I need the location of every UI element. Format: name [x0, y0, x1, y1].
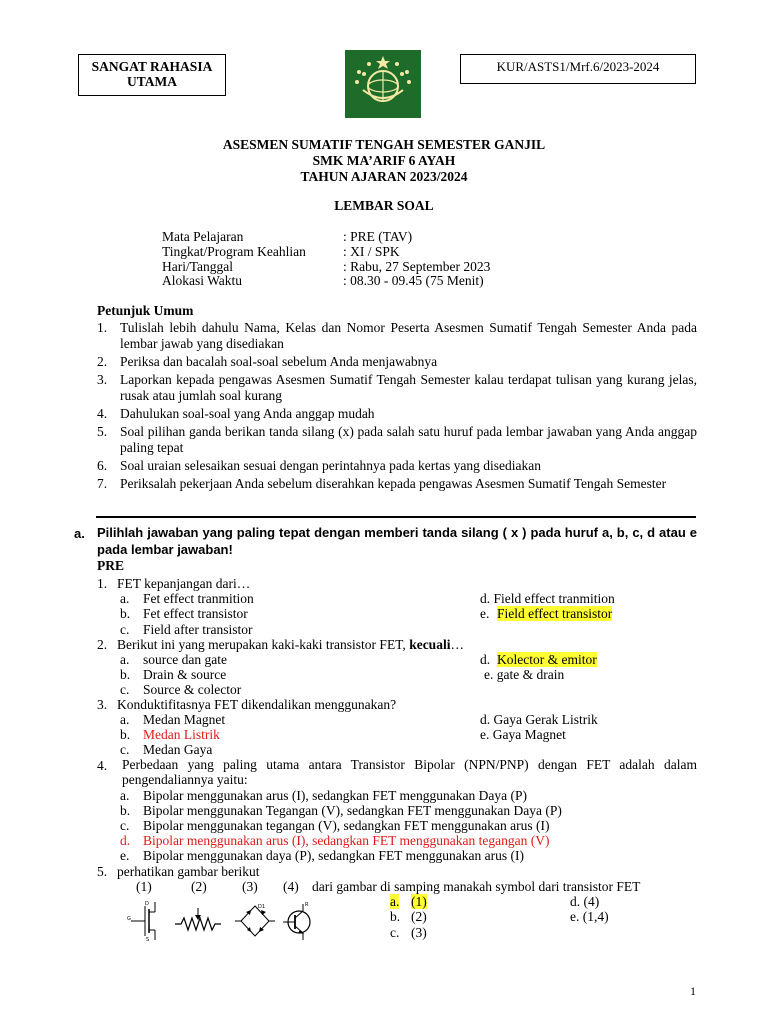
diode-bridge-icon: [235, 904, 275, 936]
component-symbols-figure: [125, 900, 325, 942]
option-d: d. Field effect tranmition: [480, 591, 615, 606]
question-text: Perbedaan yang paling utama antara Transistor Bipolar (NPN/PNP) dengan FET adalah dalam pengendaliannya yaitu:: [122, 757, 697, 787]
question-text: Konduktifitasnya FET dikendalikan menggunakan?: [117, 697, 397, 712]
confidential-box: [78, 54, 226, 96]
svg-text:G: G: [127, 916, 131, 922]
option-letter: c.: [120, 818, 130, 833]
svg-text:D1: D1: [258, 904, 266, 910]
correct-answer: Bipolar menggunakan arus (I), sedangkan FET menggunakan tegangan (V): [143, 833, 550, 848]
option-letter: c.: [120, 622, 130, 637]
option-letter: a.: [120, 712, 130, 727]
fet-symbol-icon: [127, 901, 155, 942]
section-instruction: Pilihlah jawaban yang paling tepat dengan memberi tanda silang ( x ) pada huruf a, b, c, d atau e pada lembar jawaban!: [97, 525, 697, 557]
option-d: d. (4): [570, 894, 600, 909]
option-text: Medan Magnet: [143, 712, 226, 727]
option-text: Source & colector: [143, 682, 242, 697]
instruction-num-1: 1.: [97, 320, 108, 335]
instruction-5: Soal pilihan ganda berikan tanda silang (x) pada salah satu huruf pada lembar jawaban yang Anda anggap paling tepat: [120, 424, 697, 455]
instruction-3: Laporkan kepada pengawas Asesmen Sumatif Tengah Semester kalau terdapat tulisan yang kurang jelas, rusak atau jumlah soal kurang: [120, 372, 697, 403]
option-letter: c.: [120, 742, 130, 757]
academic-year: TAHUN AJARAN 2023/2024: [300, 169, 468, 184]
figure-label-2: (2): [191, 879, 207, 894]
option-letter: a.: [390, 894, 400, 909]
school-logo: [345, 50, 421, 118]
option-letter: d.: [480, 652, 491, 667]
confidential-line1: SANGAT RAHASIA: [91, 59, 213, 74]
highlighted-answer: Kolector & emitor: [497, 652, 597, 667]
school-name: SMK MA’ARIF 6 AYAH: [312, 153, 456, 168]
info-value-date: : Rabu, 27 September 2023: [343, 259, 491, 274]
section-letter: a.: [74, 526, 85, 541]
option-text: Field after transistor: [143, 622, 253, 637]
option-letter: d.: [120, 833, 131, 848]
question-number: 3.: [97, 697, 108, 712]
instruction-num-3: 3.: [97, 372, 108, 387]
option-text: Bipolar menggunakan Tegangan (V), sedangkan FET menggunakan Daya (P): [143, 803, 562, 818]
option-letter: b.: [120, 606, 131, 621]
instruction-num-4: 4.: [97, 406, 108, 421]
option-text: Bipolar menggunakan arus (I), sedangkan FET menggunakan Daya (P): [143, 788, 528, 803]
option-letter: a.: [120, 652, 130, 667]
figure-label-3: (3): [242, 879, 258, 894]
question-text: FET kepanjangan dari…: [117, 576, 251, 591]
info-value-subject: : PRE (TAV): [343, 229, 413, 244]
bipolar-transistor-icon: [283, 902, 310, 940]
option-text: Fet effect tranmition: [143, 591, 254, 606]
info-value-duration: : 08.30 - 09.45 (75 Menit): [343, 273, 484, 288]
info-value-level: : XI / SPK: [343, 244, 400, 259]
instruction-4: Dahulukan soal-soal yang Anda anggap mudah: [120, 406, 375, 421]
option-text: Bipolar menggunakan daya (P), sedangkan FET menggunakan arus (I): [143, 848, 525, 863]
question-emphasis: kecuali: [409, 637, 451, 652]
option-letter: b.: [120, 727, 131, 742]
figure-label-4: (4): [283, 879, 299, 894]
svg-text:S: S: [146, 937, 150, 942]
highlighted-answer: (1): [411, 894, 427, 909]
option-e: e. (1,4): [570, 909, 609, 924]
document-code: KUR/ASTS1/Mrf.6/2023-2024: [460, 54, 696, 84]
instruction-num-5: 5.: [97, 424, 108, 439]
option-d: d. Gaya Gerak Listrik: [480, 712, 598, 727]
instruction-1: Tulislah lebih dahulu Nama, Kelas dan Nomor Peserta Asesmen Sumatif Tengah Semester Anda pada lembar jawab yang disediakan: [120, 320, 697, 351]
option-text: (3): [411, 925, 427, 940]
info-label-subject: Mata Pelajaran: [162, 229, 244, 244]
figure-label-1: (1): [136, 879, 152, 894]
question-number: 5.: [97, 864, 108, 879]
info-label-date: Hari/Tanggal: [162, 259, 234, 274]
instruction-2: Periksa dan bacalah soal-soal sebelum Anda menjawabnya: [120, 354, 438, 369]
instruction-num-6: 6.: [97, 458, 108, 473]
svg-text:R: R: [305, 902, 309, 908]
svg-text:D: D: [145, 901, 149, 907]
option-letter: b.: [120, 803, 131, 818]
option-letter: b.: [390, 909, 401, 924]
correct-answer: Medan Listrik: [143, 727, 220, 742]
section-divider: [96, 516, 696, 518]
instruction-7: Periksalah pekerjaan Anda sebelum diserahkan kepada pengawas Asesmen Sumatif Tengah Semester: [120, 476, 667, 491]
option-e: e. gate & drain: [484, 667, 565, 682]
confidential-line2: UTAMA: [127, 74, 177, 89]
question-text: Berikut ini yang merupakan kaki-kaki transistor FET, kecuali…: [117, 637, 464, 652]
info-label-level: Tingkat/Program Keahlian: [162, 244, 306, 259]
option-e: e. Gaya Magnet: [480, 727, 566, 742]
option-letter: a.: [120, 591, 130, 606]
instruction-6: Soal uraian selesaikan sesuai dengan perintahnya pada kertas yang disediakan: [120, 458, 541, 473]
subject-heading: PRE: [97, 558, 124, 573]
highlighted-answer: Field effect transistor: [497, 606, 613, 621]
option-letter: b.: [120, 667, 131, 682]
option-letter: c.: [390, 925, 400, 940]
question-prompt: dari gambar di samping manakah symbol dari transistor FET: [312, 879, 641, 894]
question-number: 1.: [97, 576, 108, 591]
option-text: Fet effect transistor: [143, 606, 248, 621]
instruction-num-7: 7.: [97, 476, 108, 491]
question-text: perhatikan gambar berikut: [117, 864, 260, 879]
question-number: 2.: [97, 637, 108, 652]
option-text: Drain & source: [143, 667, 227, 682]
instruction-num-2: 2.: [97, 354, 108, 369]
option-text: Bipolar menggunakan tegangan (V), sedangkan FET menggunakan arus (I): [143, 818, 550, 833]
option-text: (2): [411, 909, 427, 924]
option-text: Medan Gaya: [143, 742, 213, 757]
option-letter: a.: [120, 788, 130, 803]
option-letter: c.: [120, 682, 130, 697]
potentiometer-icon: [175, 908, 221, 930]
instructions-title: Petunjuk Umum: [97, 303, 194, 318]
option-letter: e.: [120, 848, 130, 863]
option-letter: e.: [480, 606, 490, 621]
page-number: 1: [690, 984, 696, 998]
exam-title: ASESMEN SUMATIF TENGAH SEMESTER GANJIL: [222, 137, 546, 152]
sheet-title: LEMBAR SOAL: [334, 198, 434, 213]
info-label-duration: Alokasi Waktu: [162, 273, 243, 288]
option-text: source dan gate: [143, 652, 227, 667]
question-number: 4.: [97, 758, 108, 773]
